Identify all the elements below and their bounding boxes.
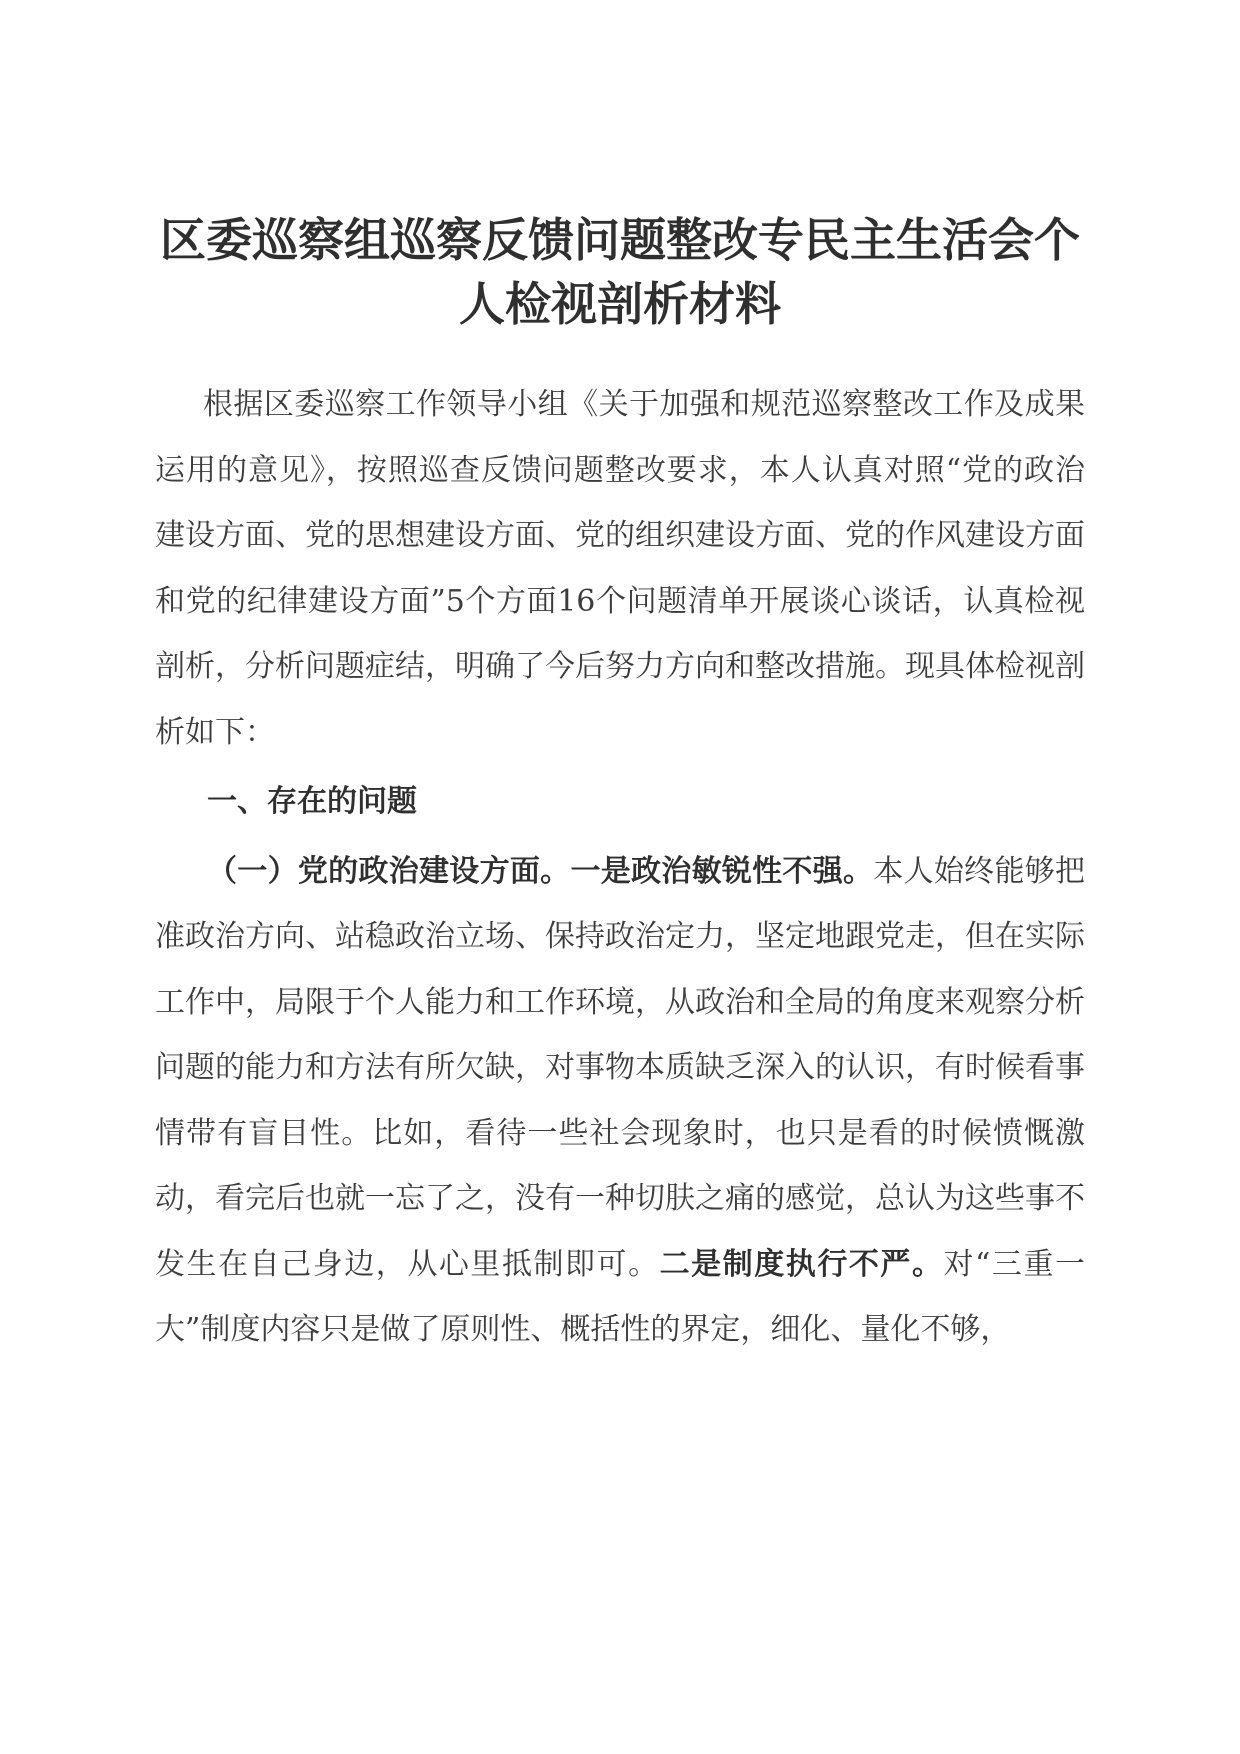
point-one-text: 本人始终能够把准政治方向、站稳政治立场、保持政治定力，坚定地跟党走，但在实际工作中，局限于个人能力和工作环境，从政治和全局的角度来观察分析问题的能力和方法有所欠缺，对事物本质缺乏深入的认识，有时候看事情带有盲目性。比如，看待一些社会现象时，也只是看的时候愤慨激动，看完后也就一忘了之，没有一种切肤之痛的感觉，总认为这些事不发生在自己身边，从心里抵制即可。	[155, 853, 1086, 1282]
point-two-heading: 二是制度执行不严。	[659, 1246, 944, 1282]
point-two-text: 对“三重一大”制度内容只是做了原则性、概括性的界定，细化、量化不够，	[155, 1246, 1085, 1347]
point-one-heading: 一是政治敏锐性不强。	[570, 853, 874, 889]
subsection-heading: （一）党的政治建设方面。	[207, 853, 571, 889]
document-body	[155, 372, 1085, 1363]
document-title: 区委巡察组巡察反馈问题整改专民主生活会个人检视剖析材料	[160, 213, 1080, 331]
intro-paragraph: 根据区委巡察工作领导小组《关于加强和规范巡察整改工作及成果运用的意见》，按照巡查反馈问题整改要求，本人认真对照“党的政治建设方面、党的思想建设方面、党的组织建设方面、党的作风建设方面和党的纪律建设方面”5个方面16个问题清单开展谈心谈话，认真检视剖析，分析问题症结，明确了今后努力方向和整改措施。现具体检视剖析如下：	[155, 387, 1085, 750]
section-heading: 一、存在的问题	[207, 784, 417, 819]
political-construction-paragraph	[155, 839, 1085, 1363]
